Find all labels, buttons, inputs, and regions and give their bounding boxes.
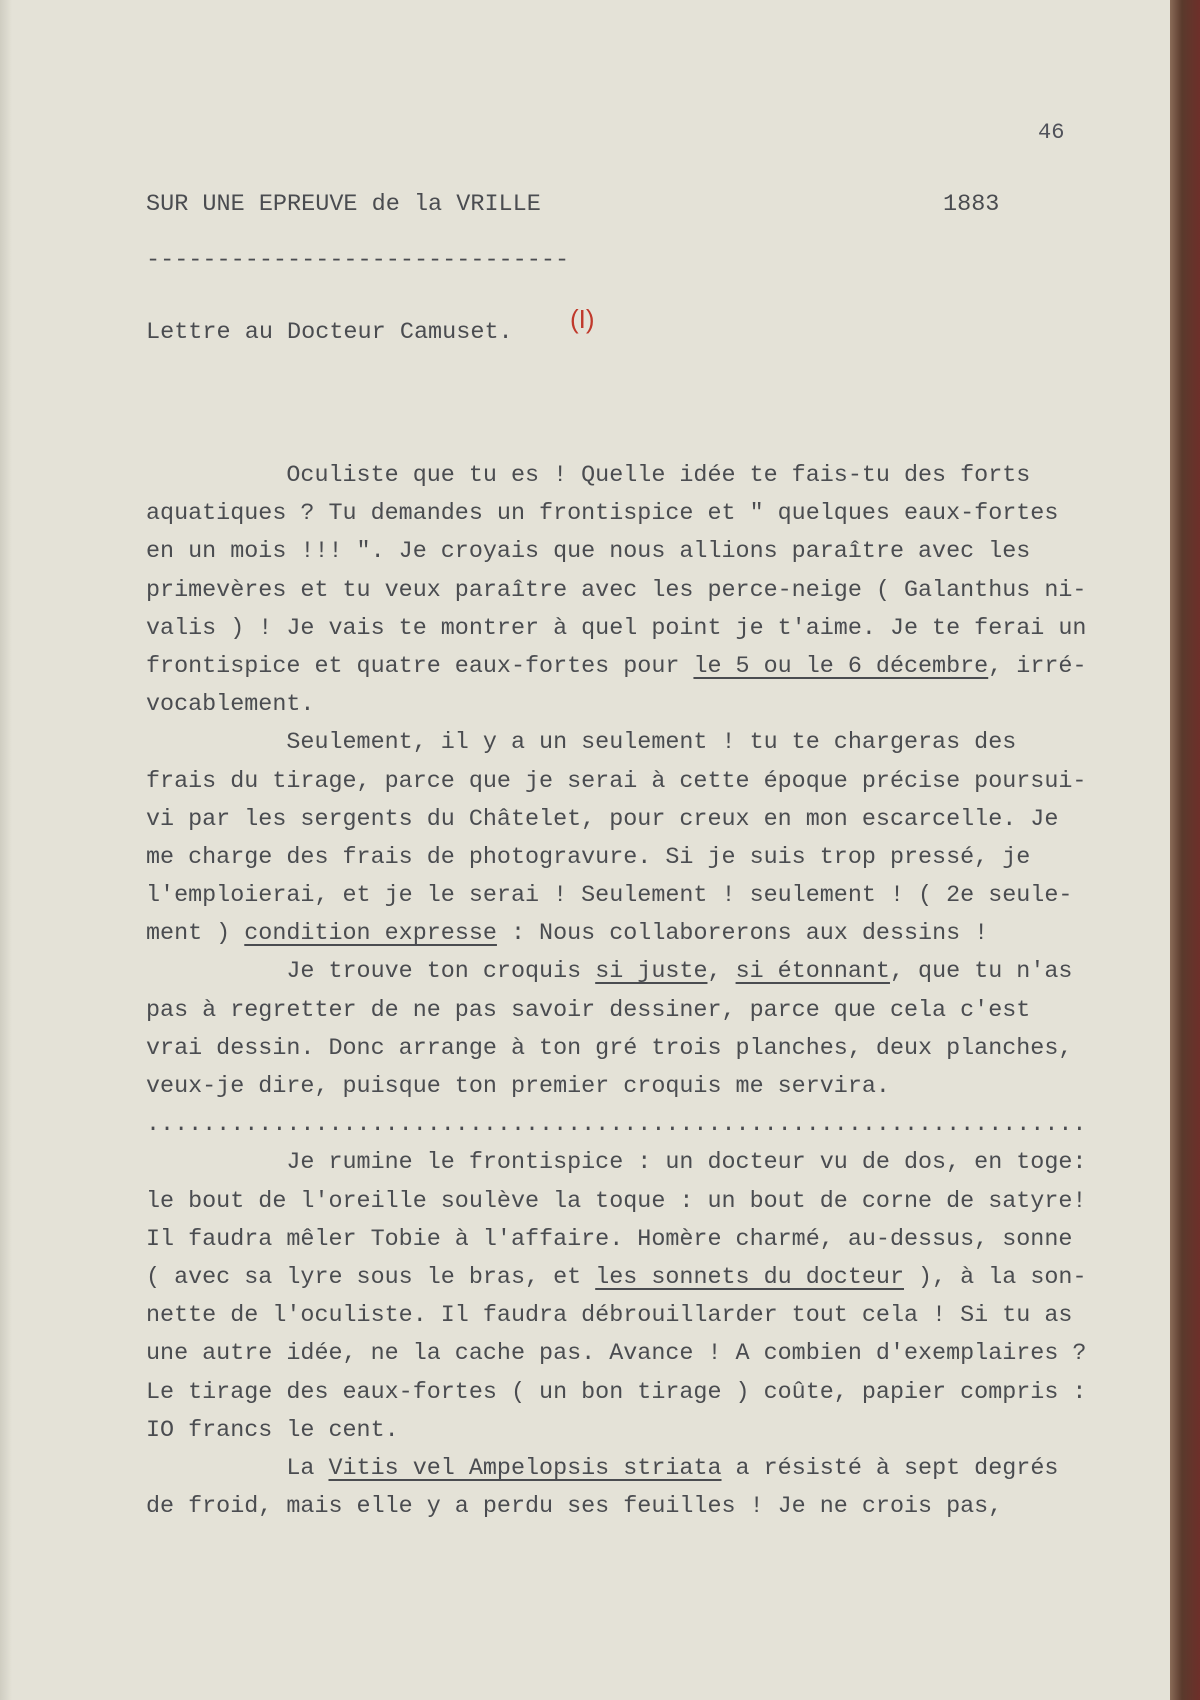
text-line [146, 915, 1086, 953]
text-line [146, 877, 1086, 915]
text-line [146, 801, 1086, 839]
text-segment: pas à regretter de ne pas savoir dessiner, parce que cela c'est [146, 997, 1031, 1024]
text-segment: ................................................................... [146, 1112, 1087, 1139]
text-segment: le bout de l'oreille soulève la toque : un bout de corne de satyre! [146, 1188, 1087, 1215]
text-segment: Seulement, il y a un seulement ! tu te chargeras des [146, 730, 1017, 757]
text-segment: valis ) ! Je vais te montrer à quel point je t'aime. Je te ferai un [146, 615, 1087, 642]
text-line [146, 1259, 1086, 1297]
text-line [146, 1144, 1086, 1182]
text-segment: ( avec sa lyre sous le bras, et [146, 1264, 596, 1291]
text-line [146, 763, 1086, 801]
text-segment: ment ) [146, 921, 245, 948]
text-segment: primevères et tu veux paraître avec les perce-neige ( Galanthus ni- [146, 577, 1087, 604]
text-line [146, 648, 1086, 686]
text-line [146, 1412, 1086, 1450]
title-underline-rule: ------------------------------ [146, 247, 570, 274]
text-segment: Il faudra mêler Tobie à l'affaire. Homère charmé, au-dessus, sonne [146, 1226, 1073, 1253]
text-line [146, 533, 1086, 571]
text-line [146, 457, 1086, 495]
text-line [146, 1221, 1086, 1259]
text-line [146, 572, 1086, 610]
text-line [146, 1030, 1086, 1068]
text-segment: en un mois !!! ". Je croyais que nous allions paraître avec les [146, 539, 1031, 566]
text-segment: l'emploierai, et je le serai ! Seulement ! seulement ! ( 2e seule- [146, 883, 1073, 910]
text-line [146, 1106, 1086, 1144]
text-segment: frontispice et quatre eaux-fortes pour [146, 653, 694, 680]
text-line [146, 839, 1086, 877]
text-segment: Je rumine le frontispice : un docteur vu de dos, en toge: [146, 1150, 1087, 1177]
text-line [146, 1374, 1086, 1412]
text-segment: , que tu n'as [889, 959, 1073, 986]
text-segment: veux-je dire, puisque ton premier croquis me servira. [146, 1074, 890, 1100]
underlined-phrase: le 5 ou le 6 décembre [693, 653, 989, 680]
text-segment: Je trouve ton croquis [146, 959, 596, 986]
text-segment: de froid, mais elle y a perdu ses feuilles ! Je ne crois pas, [146, 1494, 1003, 1521]
text-line [146, 1297, 1086, 1335]
underlined-phrase: condition expresse [244, 921, 497, 948]
text-segment: IO francs le cent. [146, 1417, 399, 1444]
text-line [146, 1183, 1086, 1221]
text-segment: , irré- [988, 653, 1087, 680]
text-line [146, 686, 1086, 724]
text-line [146, 1488, 1086, 1526]
text-line [146, 724, 1086, 762]
text-segment: une autre idée, ne la cache pas. Avance ! A combien d'exemplaires ? [146, 1341, 1087, 1368]
footnote-mark: (I) [570, 304, 595, 334]
document-title: SUR UNE EPREUVE de la VRILLE [146, 191, 541, 218]
page-edge-shadow [0, 0, 12, 1700]
text-segment: : Nous collaborerons aux dessins ! [496, 921, 989, 948]
page-number: 46 [1038, 120, 1065, 145]
text-segment: vi par les sergents du Châtelet, pour creux en mon escarcelle. Je [146, 806, 1059, 833]
document-year: 1883 [943, 191, 1000, 218]
underlined-phrase: Vitis vel Ampelopsis striata [328, 1455, 722, 1482]
text-line [146, 495, 1086, 533]
text-segment: Oculiste que tu es ! Quelle idée te fais-tu des forts [146, 463, 1031, 489]
text-line [146, 1335, 1086, 1373]
text-segment: Le tirage des eaux-fortes ( un bon tirage ) coûte, papier compris : [146, 1379, 1087, 1406]
text-line [146, 992, 1086, 1030]
letter-addressee: Lettre au Docteur Camuset. [146, 319, 513, 346]
text-segment: , [707, 959, 736, 986]
text-line [146, 610, 1086, 648]
text-segment: vrai dessin. Donc arrange à ton gré trois planches, deux planches, [146, 1035, 1073, 1062]
underlined-phrase: si étonnant [735, 959, 890, 986]
text-segment: ), à la son- [904, 1264, 1087, 1291]
text-segment: me charge des frais de photogravure. Si je suis trop pressé, je [146, 844, 1031, 871]
text-segment: nette de l'oculiste. Il faudra débrouillarder tout cela ! Si tu as [146, 1303, 1073, 1330]
text-line [146, 953, 1086, 991]
underlined-phrase: les sonnets du docteur [595, 1264, 904, 1291]
book-binding-edge [1170, 0, 1200, 1700]
letter-body [146, 457, 1086, 1526]
text-segment: frais du tirage, parce que je serai à cette époque précise poursui- [146, 768, 1087, 795]
text-line [146, 1068, 1086, 1106]
text-segment: vocablement. [146, 692, 315, 719]
text-segment: aquatiques ? Tu demandes un frontispice et " quelques eaux-fortes [146, 501, 1059, 528]
text-segment: a résisté à sept degrés [721, 1455, 1059, 1482]
underlined-phrase: si juste [595, 959, 708, 986]
text-segment: La [146, 1455, 329, 1482]
text-line [146, 1450, 1086, 1488]
